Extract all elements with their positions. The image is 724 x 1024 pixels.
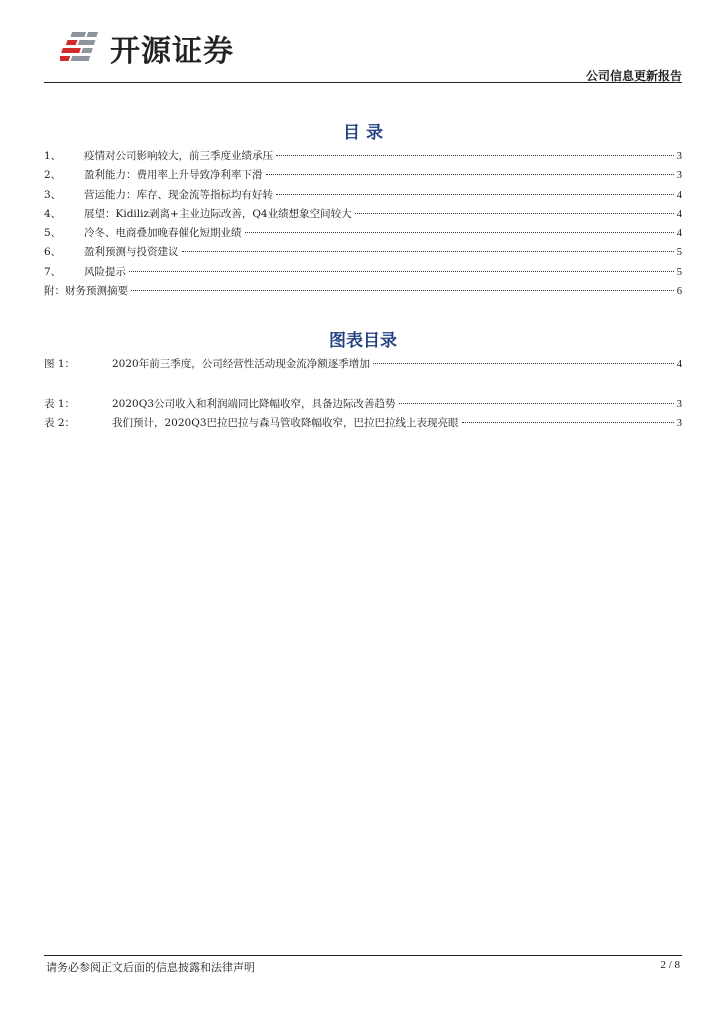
toc-entry-number: 1、 bbox=[44, 150, 62, 162]
figures-title: 图表目录 bbox=[329, 331, 397, 351]
figure-entry-text: 2020年前三季度，公司经营性活动现金流净额逐季增加 bbox=[112, 358, 370, 370]
toc-entry-2[interactable] bbox=[44, 167, 682, 186]
toc-leader-dots bbox=[276, 155, 674, 156]
toc-leader-dots bbox=[182, 251, 674, 252]
toc-list bbox=[44, 148, 682, 302]
toc-leader-dots bbox=[129, 271, 674, 272]
toc-entry-number: 7、 bbox=[44, 265, 62, 278]
page-header bbox=[44, 20, 684, 82]
table-entry-text: 我们预计，2020Q3巴拉巴拉与森马管收降幅收窄，巴拉巴拉线上表现亮眼 bbox=[112, 417, 459, 430]
toc-entry-3[interactable] bbox=[44, 187, 682, 206]
toc-entry-number: 3、 bbox=[44, 188, 62, 201]
table-entry-page: 3 bbox=[676, 418, 682, 430]
toc-entry-page: 4 bbox=[676, 189, 682, 201]
toc-entry-number: 2、 bbox=[44, 169, 62, 182]
toc-entry-1[interactable] bbox=[44, 148, 682, 167]
toc-leader-dots bbox=[266, 174, 674, 175]
toc-entry-page: 4 bbox=[676, 228, 682, 240]
toc-title: 目 录 bbox=[343, 123, 383, 143]
toc-entry-number: 4、 bbox=[44, 207, 62, 220]
table-entry-number: 表 2： bbox=[44, 417, 76, 430]
toc-entry-page: 3 bbox=[676, 151, 682, 162]
table-entry-1[interactable] bbox=[44, 396, 682, 415]
toc-entry-page: 5 bbox=[676, 247, 682, 259]
toc-entry-page: 5 bbox=[676, 266, 682, 278]
toc-leader-dots bbox=[373, 363, 674, 364]
toc-entry-6[interactable] bbox=[44, 244, 682, 263]
toc-leader-dots bbox=[399, 403, 674, 404]
table-entry-2[interactable] bbox=[44, 415, 682, 434]
toc-leader-dots bbox=[276, 194, 674, 195]
table-entry-number: 表 1： bbox=[44, 398, 76, 410]
toc-entry-text: 盈利预测与投资建议 bbox=[84, 246, 179, 259]
table-entry-page: 3 bbox=[676, 399, 682, 410]
figure-entry-page: 4 bbox=[676, 359, 682, 370]
figure-list bbox=[44, 356, 682, 375]
toc-entry-text: 风险提示 bbox=[84, 265, 126, 278]
footer-divider bbox=[44, 955, 682, 956]
toc-entry-text: 营运能力：库存、现金流等指标均有好转 bbox=[84, 188, 273, 201]
table-entry-text: 2020Q3公司收入和利润端同比降幅收窄，具备边际改善趋势 bbox=[112, 398, 396, 410]
toc-entry-number: 6、 bbox=[44, 246, 62, 259]
table-list bbox=[44, 396, 682, 435]
toc-entry-page: 3 bbox=[676, 170, 682, 182]
figure-entry-number: 图 1： bbox=[44, 358, 76, 370]
toc-entry-number: 5、 bbox=[44, 227, 62, 240]
stripes-logo-icon bbox=[60, 26, 104, 70]
toc-entry-5[interactable] bbox=[44, 225, 682, 244]
toc-entry-text: 展望：Kidiliz剥离+主业边际改善，Q4业绩想象空间较大 bbox=[84, 207, 352, 220]
toc-entry-appendix[interactable] bbox=[44, 283, 682, 302]
toc-entry-page: 4 bbox=[676, 208, 682, 220]
toc-leader-dots bbox=[245, 232, 674, 233]
toc-entry-text: 盈利能力：费用率上升导致净利率下滑 bbox=[84, 169, 263, 182]
toc-entry-text: 冷冬、电商叠加晚春催化短期业绩 bbox=[84, 227, 242, 240]
figure-entry-1[interactable] bbox=[44, 356, 682, 375]
toc-leader-dots bbox=[462, 422, 674, 423]
toc-entry-text: 疫情对公司影响较大，前三季度业绩承压 bbox=[84, 150, 273, 162]
toc-entry-7[interactable] bbox=[44, 264, 682, 283]
toc-leader-dots bbox=[355, 213, 674, 214]
toc-leader-dots bbox=[131, 290, 674, 291]
logo-text: 开源证券 bbox=[110, 34, 234, 69]
toc-entry-text: 财务预测摘要 bbox=[65, 285, 128, 298]
toc-entry-page: 6 bbox=[676, 286, 682, 298]
page-number: 2 / 8 bbox=[660, 959, 680, 971]
toc-entry-4[interactable] bbox=[44, 206, 682, 225]
report-type-label: 公司信息更新报告 bbox=[585, 69, 682, 83]
footer-disclaimer: 请务必参阅正文后面的信息披露和法律声明 bbox=[46, 961, 255, 974]
toc-entry-number: 附： bbox=[44, 285, 65, 298]
company-logo bbox=[60, 26, 234, 70]
header-divider bbox=[44, 82, 682, 83]
